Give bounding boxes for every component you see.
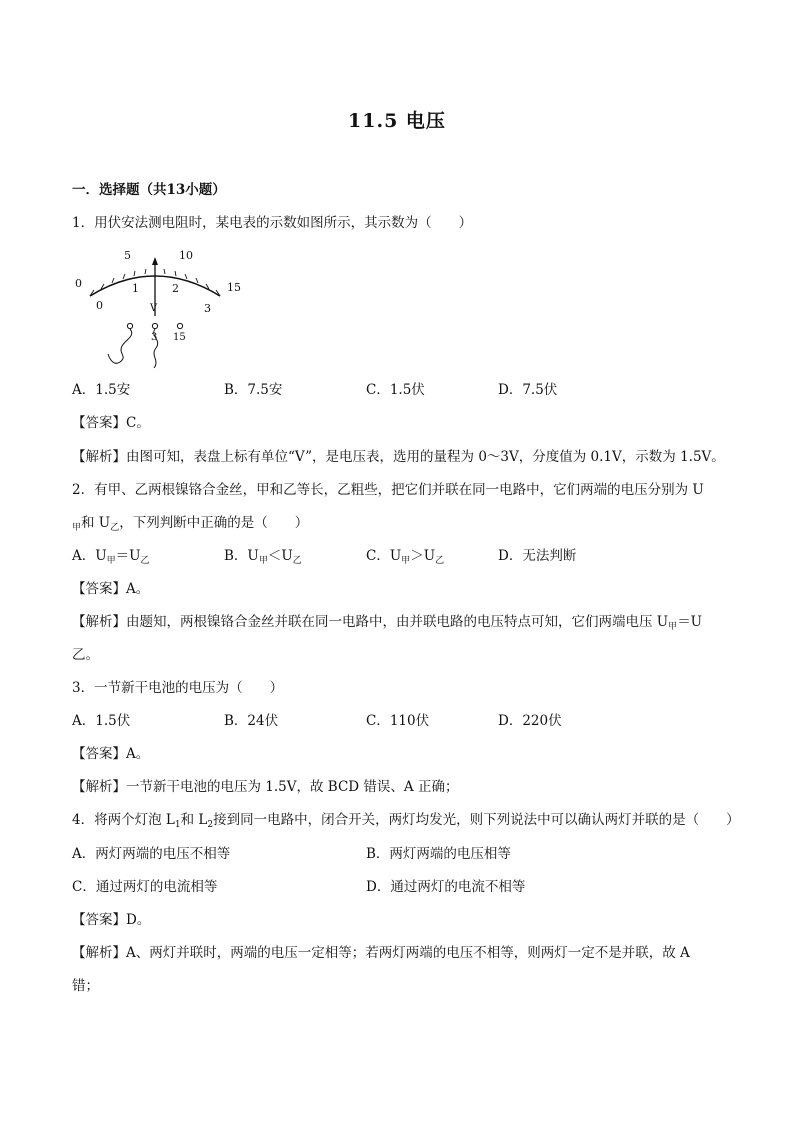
q2-option-b: B．$U_甲<U_乙$ bbox=[224, 548, 302, 566]
q3-option-a: A．1.5伏 bbox=[72, 713, 131, 729]
q4-analysis-line2: 错； bbox=[72, 978, 99, 994]
q2-option-d: D．无法判断 bbox=[498, 548, 577, 564]
q3-stem: 3．一节新干电池的电压为（ ） bbox=[72, 680, 284, 696]
terminal-negative bbox=[127, 323, 132, 328]
q4-stem: 4．将两个灯泡 $L_1$和 $L_2$接到同一电路中，闭合开关，两灯均发光，则下列说法中可以确认两灯并联的是（ ） bbox=[72, 812, 740, 830]
q2-answer: 【答案】A。 bbox=[72, 581, 150, 597]
lower-tick-2: 2 bbox=[172, 282, 179, 295]
q3-analysis: 【解析】一节新干电池的电压为 1.5V，故 BCD 错误、A 正确； bbox=[72, 779, 459, 795]
q2-analysis-line1: 【解析】由题知，两根镍铬合金丝并联在同一电路中，由并联电路的电压特点可知，它们两端电压 $U_甲=U$ bbox=[72, 614, 703, 632]
q4-option-c: C．通过两灯的电流相等 bbox=[72, 879, 218, 895]
upper-tick-0: 0 bbox=[75, 277, 82, 290]
q2-stem-line1: 2．有甲、乙两根镍铬合金丝，甲和乙等长，乙粗些，把它们并联在同一电路中，它们两端的电压分别为 U bbox=[72, 482, 704, 498]
q2-analysis-line2: 乙。 bbox=[72, 647, 99, 663]
q1-option-a: A．1.5安 bbox=[72, 382, 131, 398]
q4-option-a: A．两灯两端的电压不相等 bbox=[72, 846, 231, 862]
upper-tick-5: 5 bbox=[124, 249, 131, 262]
q2-sub-jia: 甲 bbox=[72, 523, 82, 533]
upper-tick-10: 10 bbox=[179, 249, 193, 262]
q2-option-a: A．$U_甲=U_乙$ bbox=[72, 548, 150, 566]
terminal-label-15: 15 bbox=[173, 332, 186, 343]
q2-stem-line2: $_甲$和 $U_乙$，下列判断中正确的是（ ） bbox=[72, 515, 309, 533]
upper-tick-15: 15 bbox=[227, 281, 241, 294]
q4-option-b: B．两灯两端的电压相等 bbox=[366, 846, 511, 862]
q3-option-b: B．24伏 bbox=[224, 713, 279, 729]
q1-stem: 1．用伏安法测电阻时，某电表的示数如图所示，其示数为（ ） bbox=[72, 215, 473, 231]
q4-answer: 【答案】D。 bbox=[72, 912, 151, 928]
q1-answer: 【答案】C。 bbox=[72, 415, 150, 431]
q1-option-d: D．7.5伏 bbox=[498, 382, 558, 398]
wire-left bbox=[108, 329, 132, 363]
q1-option-b: B．7.5安 bbox=[224, 382, 283, 398]
unit-label: V bbox=[150, 303, 158, 314]
q4-analysis-line1: 【解析】A、两灯并联时，两端的电压一定相等；若两灯两端的电压不相等，则两灯一定不是并联，故 A bbox=[72, 945, 690, 961]
terminal-15 bbox=[177, 323, 182, 328]
q2-option-c: C．$U_甲>U_乙$ bbox=[366, 548, 445, 566]
q2-sub-yi: 乙 bbox=[110, 523, 120, 533]
q4-option-d: D．通过两灯的电流不相等 bbox=[366, 879, 526, 895]
q3-answer: 【答案】A。 bbox=[72, 746, 150, 762]
terminal-label-3: 3 bbox=[151, 332, 158, 343]
lower-tick-0: 0 bbox=[96, 299, 103, 312]
q1-analysis: 【解析】由图可知，表盘上标有单位“V”，是电压表，选用的量程为 0～3V，分度值为 0.1V，示数为 1.5V。 bbox=[72, 449, 725, 465]
q3-option-d: D．220伏 bbox=[498, 713, 562, 729]
voltmeter-figure bbox=[70, 244, 250, 374]
q1-option-c: C．1.5伏 bbox=[366, 382, 425, 398]
lower-tick-1: 1 bbox=[132, 282, 139, 295]
page-title: 11.5 电压 bbox=[348, 110, 446, 132]
section-heading: 一．选择题（共13小题） bbox=[72, 182, 226, 198]
lower-tick-3: 3 bbox=[204, 302, 211, 315]
needle-arrow bbox=[152, 257, 158, 265]
q3-option-c: C．110伏 bbox=[366, 713, 430, 729]
terminal-3 bbox=[152, 323, 157, 328]
